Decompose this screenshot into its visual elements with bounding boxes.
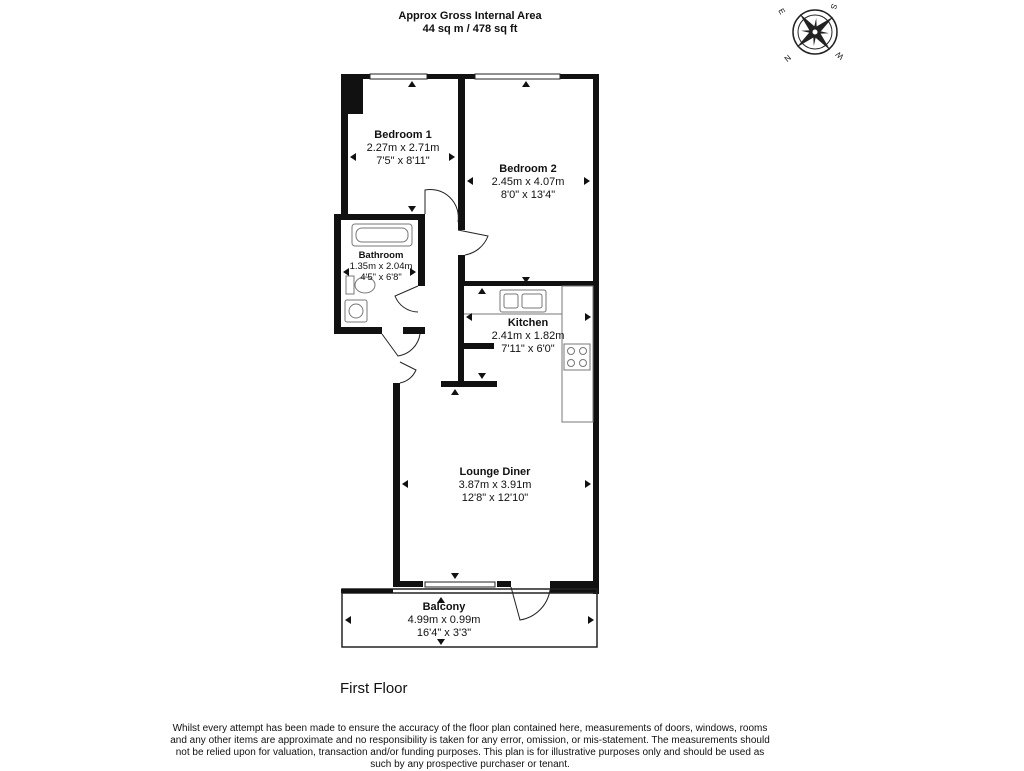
room-metric: 4.99m x 0.99m — [407, 614, 481, 626]
room-bathroom — [343, 250, 419, 283]
room-name: Kitchen — [507, 317, 549, 329]
room-name: Lounge Diner — [459, 466, 531, 478]
compass-e: E — [776, 6, 787, 17]
room-metric: 2.27m x 2.71m — [366, 142, 440, 154]
room-name: Balcony — [422, 601, 466, 613]
room-metric: 1.35m x 2.04m — [349, 261, 413, 272]
area-value: 44 sq m / 478 sq ft — [422, 23, 518, 35]
room-balcony — [394, 601, 494, 640]
room-name: Bathroom — [358, 250, 404, 261]
compass-w: W — [833, 49, 846, 62]
room-name: Bedroom 2 — [499, 163, 557, 175]
floor-label: First Floor — [340, 680, 408, 697]
compass-n: N — [782, 53, 793, 64]
room-metric: 3.87m x 3.91m — [458, 479, 532, 491]
room-imperial: 7'5" x 8'11" — [376, 155, 430, 167]
room-bedroom-2 — [478, 163, 578, 202]
room-imperial: 8'0" x 13'4" — [500, 189, 556, 201]
room-lounge-diner — [440, 466, 550, 505]
room-imperial: 12'8" x 12'10" — [461, 492, 529, 504]
compass-rose-icon — [793, 10, 837, 54]
room-imperial: 7'11" x 6'0" — [501, 343, 555, 355]
compass-s: S — [828, 2, 839, 11]
room-name: Bedroom 1 — [374, 129, 432, 141]
room-metric: 2.45m x 4.07m — [491, 176, 565, 188]
room-kitchen — [478, 317, 578, 356]
room-metric: 2.41m x 1.82m — [491, 330, 565, 342]
disclaimer-text: Whilst every attempt has been made to ensure the accuracy of the floor plan contained here, measurements of doors, windows, rooms and any other items are approximate and no responsibility is taken for any error, omission, or mis-statement. The measurements should not be relied upon for valuation, transaction and/or funding purposes. This plan is for illustrative purposes only and should be used as such by any prospective purchaser or tenant. — [170, 723, 770, 770]
room-bedroom-1 — [355, 129, 451, 168]
room-imperial: 4'5" x 6'8" — [360, 272, 402, 283]
area-title: Approx Gross Internal Area — [398, 10, 542, 22]
room-imperial: 16'4" x 3'3" — [416, 627, 472, 639]
